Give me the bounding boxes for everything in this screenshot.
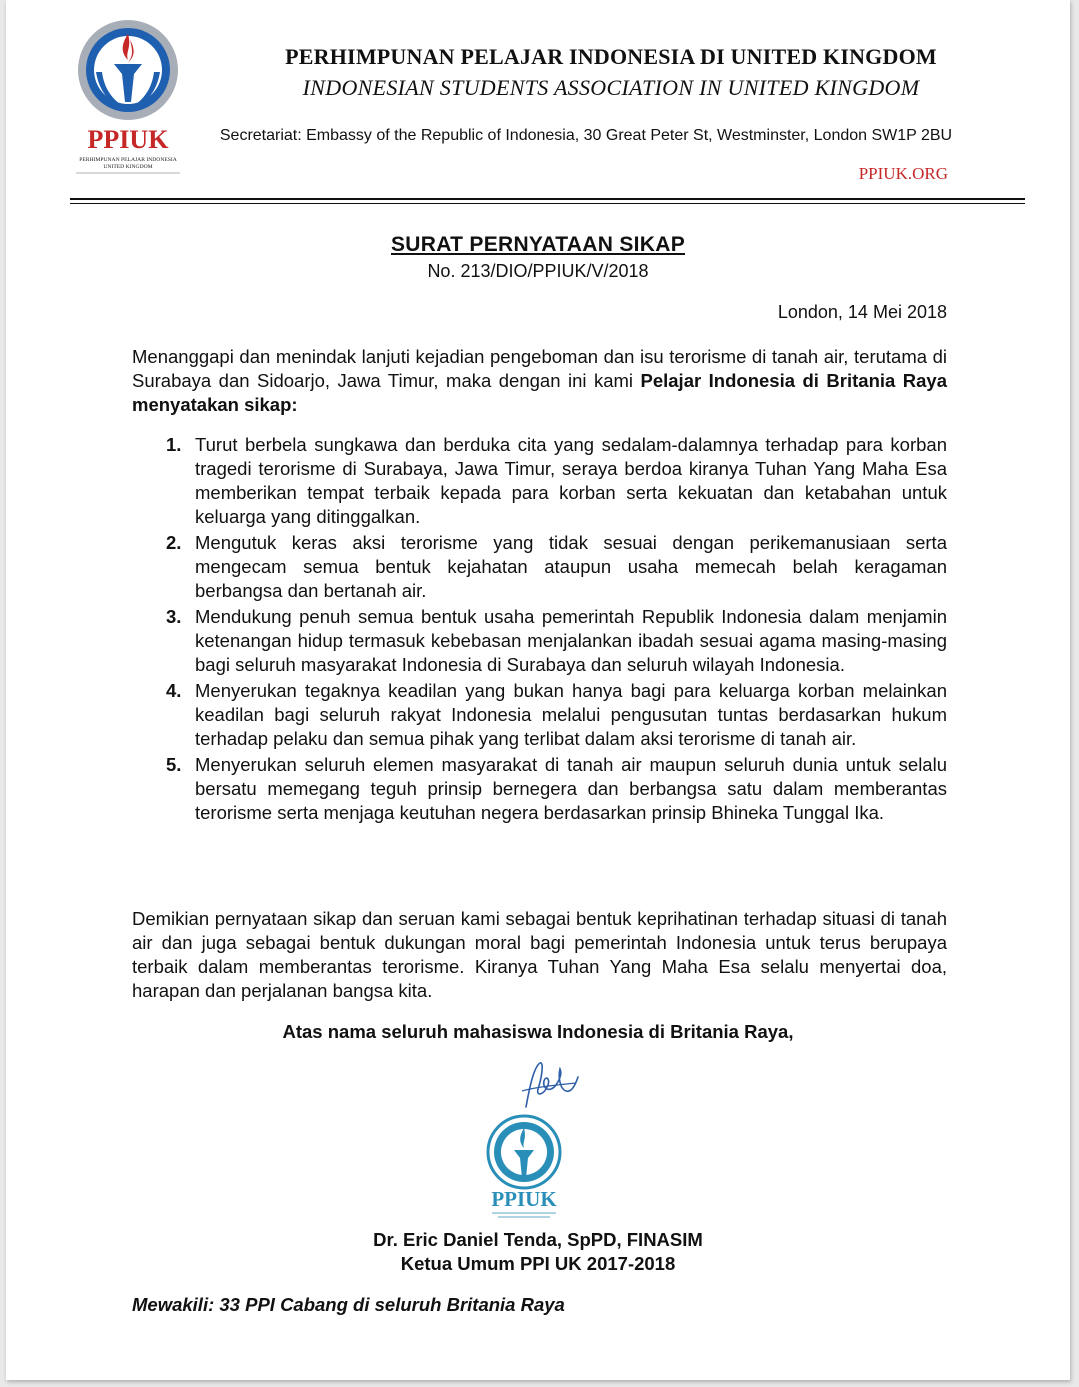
intro-text: Menanggapi dan menindak lanjuti kejadian pengeboman dan isu terorisme di tanah air, terutama di Surabaya dan Sidoarjo, Jawa Timur, maka dengan ini kami	[132, 346, 947, 391]
letter-page	[6, 0, 1070, 1380]
org-name-english: INDONESIAN STUDENTS ASSOCIATION IN UNITED KINGDOM	[302, 75, 920, 100]
document-title: SURAT PERNYATAAN SIKAP	[390, 233, 686, 256]
handwritten-signature	[516, 1055, 586, 1115]
header-rule-thick	[70, 198, 1025, 200]
list-item-text: Menyerukan tegaknya keadilan yang bukan hanya bagi para keluarga korban melainkan keadilan bagi seluruh rakyat Indonesia melalui pengusutan tuntas berdasarkan hukum terhadap pelaku dan semua pihak yang terlibat dalam aksi terorisme di tanah air.	[195, 680, 947, 749]
closing-paragraph: Demikian pernyataan sikap dan seruan kami sebagai bentuk keprihatinan terhadap situasi di tanah air dan juga sebagai bentuk dukungan moral bagi pemerintah Indonesia untuk terus berupaya terbaik dalam memberantas terorisme. Kiranya Tuhan Yang Maha Esa selalu menyertai doa, harapan dan perjalanan bangsa kita.	[132, 908, 947, 1001]
statement-list	[132, 433, 947, 827]
website-link[interactable]: PPIUK.ORG	[858, 164, 948, 183]
list-number: 3.	[166, 606, 182, 627]
header-rule-thin	[70, 203, 1025, 204]
list-item	[132, 433, 947, 529]
list-item-text: Mendukung penuh semua bentuk usaha pemerintah Republik Indonesia dalam menjamin ketenangan hidup termasuk kebebasan menjalankan ibadah sesuai agama masing-masing bagi seluruh masyarakat Indonesia di Surabaya dan seluruh wilayah Indonesia.	[195, 606, 947, 675]
svg-text:UNITED KINGDOM: UNITED KINGDOM	[103, 164, 153, 170]
svg-text:PERHIMPUNAN PELAJAR INDONESIA: PERHIMPUNAN PELAJAR INDONESIA	[79, 157, 177, 163]
list-number: 1.	[166, 434, 182, 455]
signer-role: Ketua Umum PPI UK 2017-2018	[400, 1253, 676, 1274]
representation-note: Mewakili: 33 PPI Cabang di seluruh Britania Raya	[132, 1294, 565, 1315]
list-number: 2.	[166, 532, 182, 553]
list-item-text: Menyerukan seluruh elemen masyarakat di tanah air maupun seluruh dunia untuk selalu bersatu memegang teguh prinsip bernegera dan berbangsa satu dalam memberantas terorisme serta menjaga keutuhan negera berdasarkan prinsip Bhineka Tunggal Ika.	[195, 754, 947, 823]
intro-bold-text: Pelajar Indonesia di Britania Raya menyatakan sikap:	[132, 370, 947, 415]
list-number: 4.	[166, 680, 182, 701]
intro-paragraph	[132, 345, 947, 417]
on-behalf-line: Atas nama seluruh mahasiswa Indonesia di Britania Raya,	[282, 1021, 794, 1042]
list-item	[132, 605, 947, 677]
signer-name: Dr. Eric Daniel Tenda, SpPD, FINASIM	[373, 1229, 703, 1250]
list-item-text: Mengutuk keras aksi terorisme yang tidak sesuai dengan perikemanusiaan serta mengecam semua bentuk kejahatan ataupun usaha memecah belah keragaman berbangsa dan bertanah air.	[195, 532, 947, 601]
list-item-text: Turut berbela sungkawa dan berduka cita yang sedalam-dalamnya terhadap para korban tragedi terorisme di Surabaya, Jawa Timur, seraya berdoa kiranya Tuhan Yang Maha Esa memberikan tempat terbaik kepada para korban serta kekuatan dan ketabahan untuk keluarga yang ditinggalkan.	[195, 434, 947, 527]
place-date: London, 14 Mei 2018	[777, 302, 947, 322]
secretariat-address: Secretariat: Embassy of the Republic of Indonesia, 30 Great Peter St, Westminster, London SW1P 2BU	[219, 127, 953, 144]
list-item	[132, 531, 947, 603]
list-item	[132, 679, 947, 751]
list-number: 5.	[166, 754, 182, 775]
document-number: No. 213/DIO/PPIUK/V/2018	[427, 261, 649, 281]
svg-text:PPIUK: PPIUK	[87, 125, 169, 154]
svg-text:PPIUK: PPIUK	[491, 1187, 557, 1211]
org-name: PERHIMPUNAN PELAJAR INDONESIA DI UNITED KINGDOM	[285, 44, 937, 69]
list-item	[132, 753, 947, 825]
ppiuk-stamp	[478, 1112, 570, 1222]
